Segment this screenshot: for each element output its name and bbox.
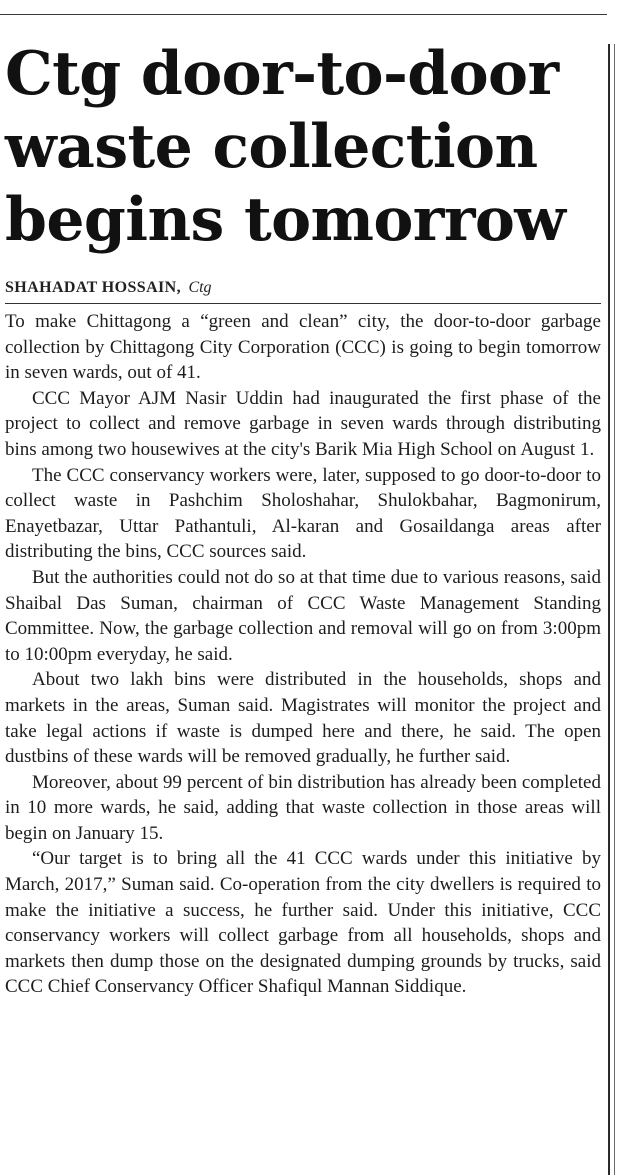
article-paragraph: But the authorities could not do so at that time due to various reasons, said Shaibal Das Suman, chairman of CCC Waste Management Standing Committee. Now, the garbage collection and removal will go on from 3:00pm to 10:00pm everyday, he said. (5, 566, 601, 665)
byline-author: SHAHADAT HOSSAIN, (5, 279, 182, 296)
column-divider-inner (614, 44, 615, 1175)
byline (5, 279, 601, 297)
article-paragraph: CCC Mayor AJM Nasir Uddin had inaugurated the first phase of the project to collect and remove garbage in seven wards through distributing bins among two housewives at the city's Barik Mia High School on August 1. (5, 387, 601, 460)
article-paragraph: The CCC conservancy workers were, later, supposed to go door-to-door to collect waste in Pashchim Sholoshahar, Shulokbahar, Bagmonirum, Enayetbazar, Uttar Pathantuli, Al-karan and Gosaildanga areas after distributing the bins, CCC sources said. (5, 464, 601, 563)
byline-location: Ctg (188, 279, 212, 296)
article-paragraph: About two lakh bins were distributed in the households, shops and markets in the areas, Suman said. Magistrates will monitor the project and take legal actions if waste is dumped here and there, he said. The open dustbins of these wards will be removed gradually, he further said. (5, 669, 601, 768)
column-divider (608, 44, 610, 1175)
byline-rule (5, 303, 601, 304)
article-body (5, 309, 601, 1000)
news-article (5, 38, 601, 1000)
top-page-rule (0, 14, 607, 15)
article-paragraph: “Our target is to bring all the 41 CCC wards under this initiative by March, 2017,” Suman said. Co-operation from the city dwellers is required to make the initiative a success, he further said. Under this initiative, CCC conservancy workers will collect garbage from all households, shops and markets then dump those on the designated dumping grounds by trucks, said CCC Chief Conservancy Officer Shafiqul Mannan Siddique. (5, 848, 601, 998)
article-paragraph: Moreover, about 99 percent of bin distribution has already been completed in 10 more wards, he said, adding that waste collection in those areas will begin on January 15. (5, 771, 601, 844)
article-headline: Ctg door-to-door waste collection begins tomorrow (5, 39, 566, 255)
article-paragraph: To make Chittagong a “green and clean” city, the door-to-door garbage collection by Chittagong City Corporation (CCC) is going to begin tomorrow in seven wards, out of 41. (5, 311, 601, 384)
